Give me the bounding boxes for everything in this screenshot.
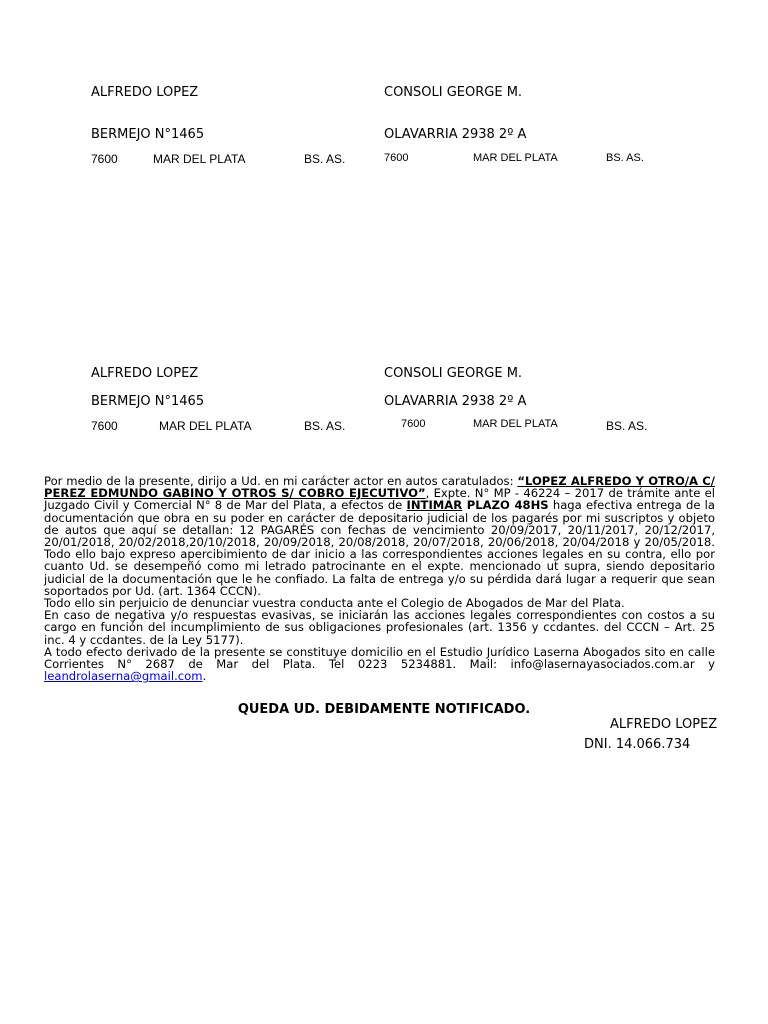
paragraph-domicile xyxy=(44,646,715,683)
sender-city: MAR DEL PLATA xyxy=(159,419,252,433)
recipient-name: CONSOLI GEORGE M. xyxy=(384,85,523,100)
recipient-province: BS. AS. xyxy=(606,152,644,164)
sender-name: ALFREDO LOPEZ xyxy=(91,85,199,100)
letter-body xyxy=(44,475,715,682)
recipient-province: BS. AS. xyxy=(606,419,648,433)
recipient-zip: 7600 xyxy=(384,152,409,164)
sender-city: MAR DEL PLATA xyxy=(153,152,246,166)
recipient-zip: 7600 xyxy=(401,418,426,430)
plazo-keyword: PLAZO 48HS xyxy=(462,498,549,513)
paragraph-intimation xyxy=(44,475,715,597)
case-details: , Expte. N° MP - 46224 – 2017 de trámite ante el Juzgado Civil y Comercial N° 8 de Mar del Plata, a efectos de xyxy=(44,486,715,513)
sender-province: BS. AS. xyxy=(304,419,346,433)
sender-address: BERMEJO N°1465 xyxy=(91,127,205,142)
signature-name: ALFREDO LOPEZ xyxy=(610,717,718,732)
domicile-text: A todo efecto derivado de la presente se constituye domicilio en el Estudio Jurídico Laserna Abogados sito en calle Corrientes N° 2687 de Mar del Plata. Tel 0223 5234881. Mail: info@lasernayasociados.com.ar y xyxy=(44,644,715,672)
sender-zip: 7600 xyxy=(91,419,118,433)
recipient-city: MAR DEL PLATA xyxy=(473,152,558,164)
paragraph-legal-actions: En caso de negativa y/o respuestas evasivas, se iniciarán las acciones legales correspondientes con costos a su cargo en función del incumplimiento de sus obligaciones profesionales (art. 1356 y ccdantes. del CCCN – Art. 25 inc. 4 y ccdantes. de la Ley 5177). xyxy=(44,608,715,647)
sender-address: BERMEJO N°1465 xyxy=(91,394,205,409)
recipient-address: OLAVARRIA 2938 2º A xyxy=(384,394,527,409)
recipient-name: CONSOLI GEORGE M. xyxy=(384,366,523,381)
case-title: “LOPEZ ALFREDO Y OTRO/A C/ PEREZ EDMUNDO GABINO Y OTROS S/ COBRO EJECUTIVO” xyxy=(44,474,715,501)
recipient-city: MAR DEL PLATA xyxy=(473,418,558,430)
paragraph-complaint: Todo ello sin perjuicio de denunciar vuestra conducta ante el Colegio de Abogados de Mar del Plata. xyxy=(44,596,625,611)
sender-zip: 7600 xyxy=(91,152,118,166)
intimar-keyword: INTIMAR xyxy=(406,498,463,513)
sender-province: BS. AS. xyxy=(304,152,346,166)
recipient-address: OLAVARRIA 2938 2º A xyxy=(384,127,527,142)
signature-dni: DNI. 14.066.734 xyxy=(584,737,691,752)
intro-text: Por medio de la presente, dirijo a Ud. en mi carácter actor en autos caratulados: xyxy=(44,474,518,488)
email-link[interactable]: leandrolaserna@gmail.com xyxy=(44,669,203,684)
sender-name: ALFREDO LOPEZ xyxy=(91,366,199,381)
intimation-details: haga efectiva entrega de la documentación que obra en su poder en carácter de depositario judicial de los pagarés por mi suscriptos y objeto de autos que aquí se detallan: 12 PAGARÉS con fechas de vencimiento 20/09/2017, 20/11/2017, 20/12/2017, 20/01/2018, 20/02/2018,20/10/2018, 20/09/2018, 20/08/2018, 20/07/2018, 20/06/2018, 20/04/2018 y 20/05/2018. Todo ello bajo expreso apercibimiento de dar inicio a las correspondientes acciones legales en su contra, ello por cuanto Ud. se desempeñó como mi letrado patrocinante en el expte. mencionado ut supra, siendo depositario judicial de la documentación que le he confiado. La falta de entrega y/o su pérdida dará lugar a requerir que sean soportados por Ud. (art. 1364 CCCN). xyxy=(44,498,715,598)
notification-heading: QUEDA UD. DEBIDAMENTE NOTIFICADO. xyxy=(237,702,531,717)
domicile-end: . xyxy=(202,669,207,684)
